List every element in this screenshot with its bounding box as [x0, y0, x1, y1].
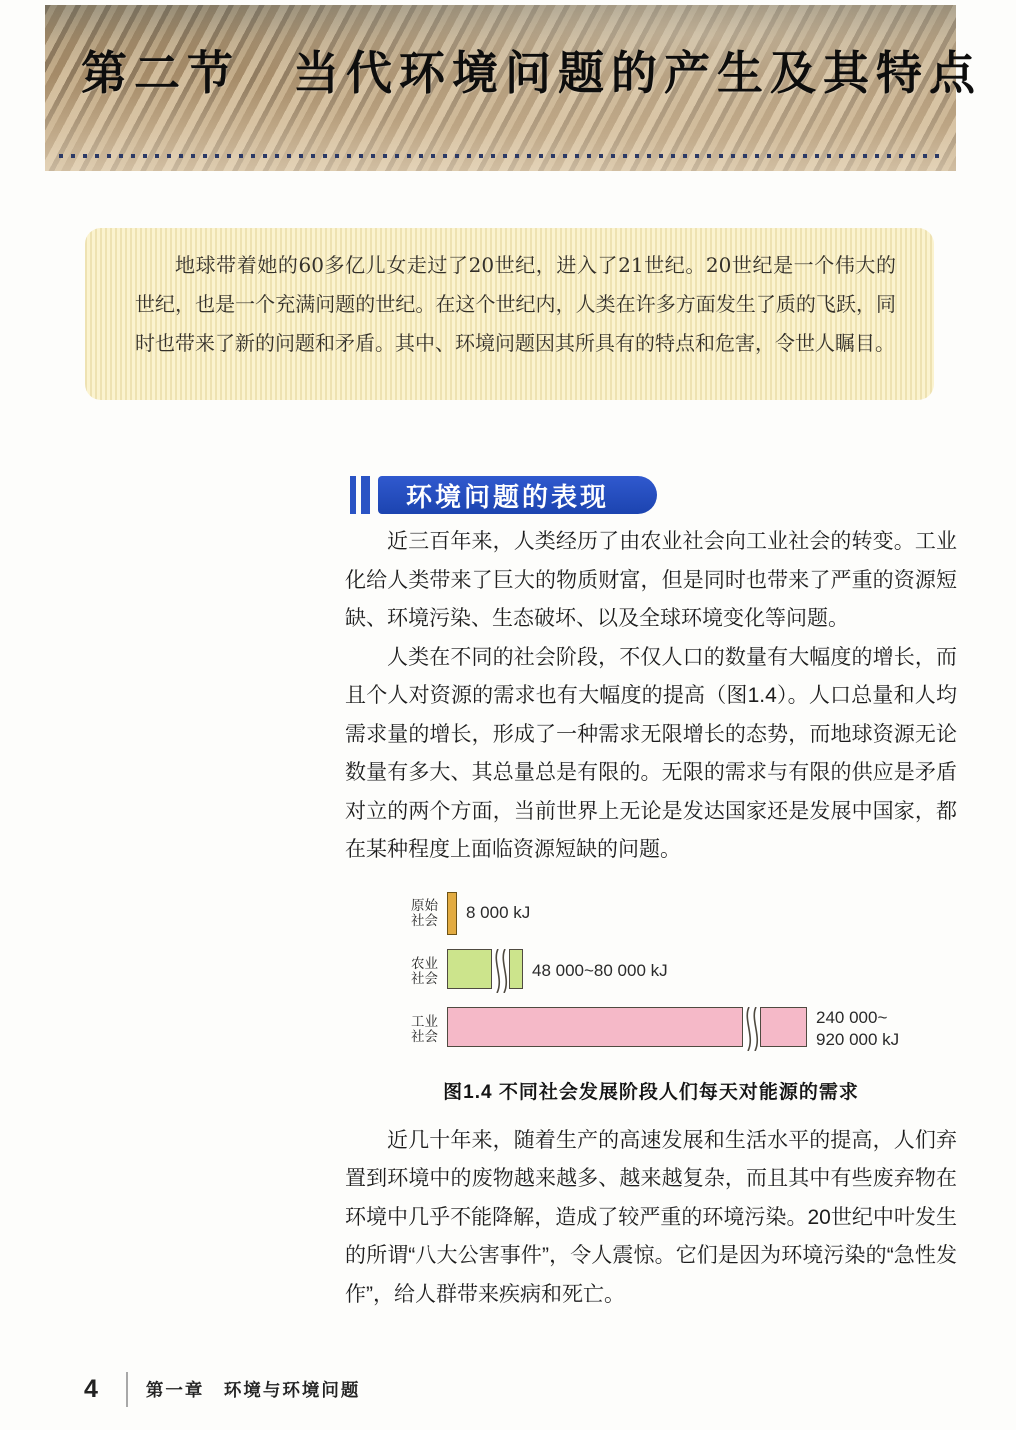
axis-break-icon [743, 1007, 760, 1051]
chart-category-label: 农业社会 [411, 955, 438, 986]
chart-value-line: 240 000~ [816, 1007, 888, 1027]
chart-value-label: 48 000~80 000 kJ [532, 960, 668, 980]
chart-bar-industrial [447, 1007, 807, 1051]
chart-value-line: 920 000 kJ [816, 1029, 900, 1049]
chart-row [411, 1007, 957, 1051]
chart-bar-agricultural [447, 949, 523, 993]
chapter-title: 第一章 环境与环境问题 [145, 1380, 361, 1400]
intro-box [85, 228, 934, 400]
paragraph: 近几十年来，随着生产的高速发展和生活水平的提高，人们弃置到环境中的废物越来越多、越来越复杂，而且其中有些废弃物在环境中几乎不能降解，造成了较严重的环境污染。20世纪中叶发生的所谓“八大公害事件”，令人震惊。它们是因为环境污染的“急性发作”，给人群带来疾病和死亡。 [345, 1128, 957, 1306]
banner-label: 环境问题的表现 [406, 481, 610, 512]
chart-category-label: 原始社会 [411, 898, 438, 928]
section-banner [350, 476, 957, 514]
banner-accent-bar-icon [350, 476, 356, 514]
dotted-rule [59, 154, 942, 158]
figure-1-4-chart [411, 892, 957, 1051]
banner-pill [378, 476, 657, 514]
page-title: 第二节 当代环境问题的产生及其特点 [81, 47, 982, 99]
paragraph: 近三百年来，人类经历了由农业社会向工业社会的转变。工业化给人类带来了巨大的物质财富，但是同时也带来了严重的资源短缺、环境污染、生态破坏、以及全球环境变化等问题。 [345, 530, 957, 630]
footer-divider [126, 1372, 128, 1407]
main-content [345, 476, 957, 1314]
page-number: 4 [84, 1375, 98, 1403]
bar-segment [509, 949, 523, 989]
axis-break-icon [492, 949, 509, 993]
page-footer [84, 1372, 360, 1407]
chart-row [411, 892, 957, 935]
chart-category-label: 工业社会 [411, 1013, 438, 1044]
chart-value-label: 8 000 kJ [466, 903, 531, 922]
bar-segment [760, 1007, 807, 1047]
paragraph: 人类在不同的社会阶段，不仅人口的数量有大幅度的增长，而且个人对资源的需求也有大幅度的提高（图1.4）。人口总量和人均需求量的增长，形成了一种需求无限增长的态势，而地球资源无论数量有多大、其总量总是有限的。无限的需求与有限的供应是矛盾对立的两个方面，当前世界上无论是发达国家还是发展中国家，都在某种程度上面临资源短缺的问题。 [345, 645, 957, 861]
header-photo [45, 5, 982, 171]
bar-segment [447, 949, 492, 989]
intro-text: 地球带着她的60多亿儿女走过了20世纪，进入了21世纪。20世纪是一个伟大的世纪，也是一个充满问题的世纪。在这个世纪内，人类在许多方面发生了质的飞跃，同时也带来了新的问题和矛盾。其中、环境问题因其所具有的特点和危害，令世人瞩目。 [135, 253, 896, 355]
figure-caption: 图1.4 不同社会发展阶段人们每天对能源的需求 [443, 1081, 859, 1103]
chart-value-label [816, 1007, 899, 1051]
bar-segment [447, 1007, 743, 1047]
bar-segment [447, 892, 457, 935]
chart-bar-primitive [447, 892, 457, 935]
chart-row [411, 949, 957, 993]
banner-accent-bar-icon [361, 476, 370, 514]
